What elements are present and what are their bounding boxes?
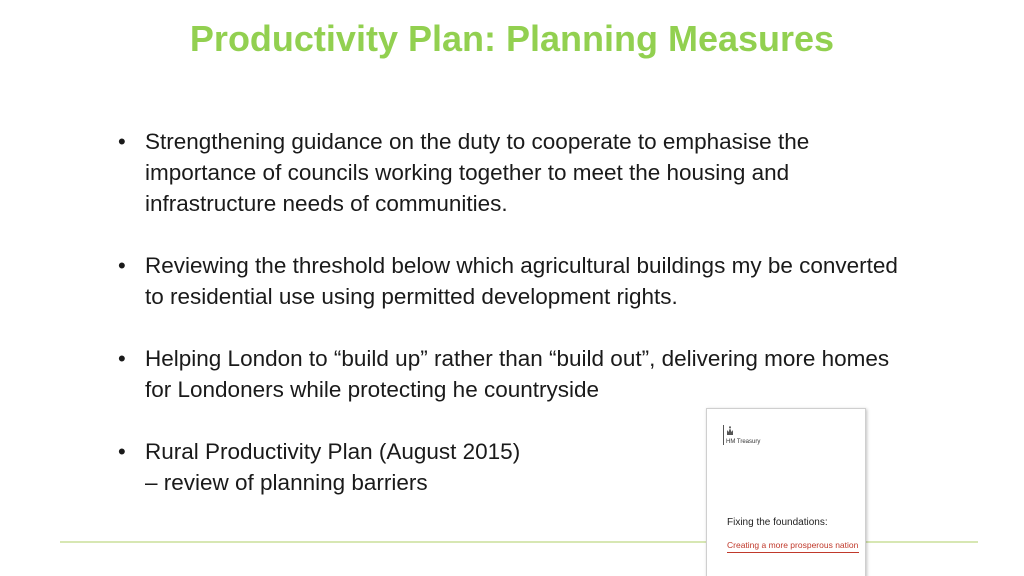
report-accent-rule	[727, 552, 859, 553]
bullet-item	[118, 343, 918, 405]
slide-title: Productivity Plan: Planning Measures	[189, 18, 835, 59]
bullet-marker: •	[118, 439, 126, 464]
crown-crest-icon	[726, 426, 734, 436]
bullet-item	[118, 126, 918, 219]
bullet-item	[118, 250, 918, 312]
report-cover-image	[706, 408, 866, 576]
bullet-text: Reviewing the threshold below which agricultural buildings my be converted to residential use using permitted development rights.	[145, 253, 898, 309]
report-subtitle: Creating a more prosperous nation	[727, 540, 859, 550]
report-title: Fixing the foundations:	[727, 517, 828, 528]
crest-divider	[723, 425, 724, 445]
bullet-marker: •	[118, 346, 126, 371]
bullet-marker: •	[118, 129, 126, 154]
bullet-text: Helping London to “build up” rather than “build out”, delivering more homes for Londoners while protecting he countryside	[145, 346, 890, 402]
report-org-name: HM Treasury	[726, 439, 761, 445]
bullet-text: Rural Productivity Plan (August 2015)	[145, 439, 521, 464]
bullet-marker: •	[118, 253, 126, 278]
bullet-text: Strengthening guidance on the duty to cooperate to emphasise the importance of councils working together to meet the housing and infrastructure needs of communities.	[145, 129, 810, 216]
bullet-subtext: – review of planning barriers	[145, 470, 428, 495]
